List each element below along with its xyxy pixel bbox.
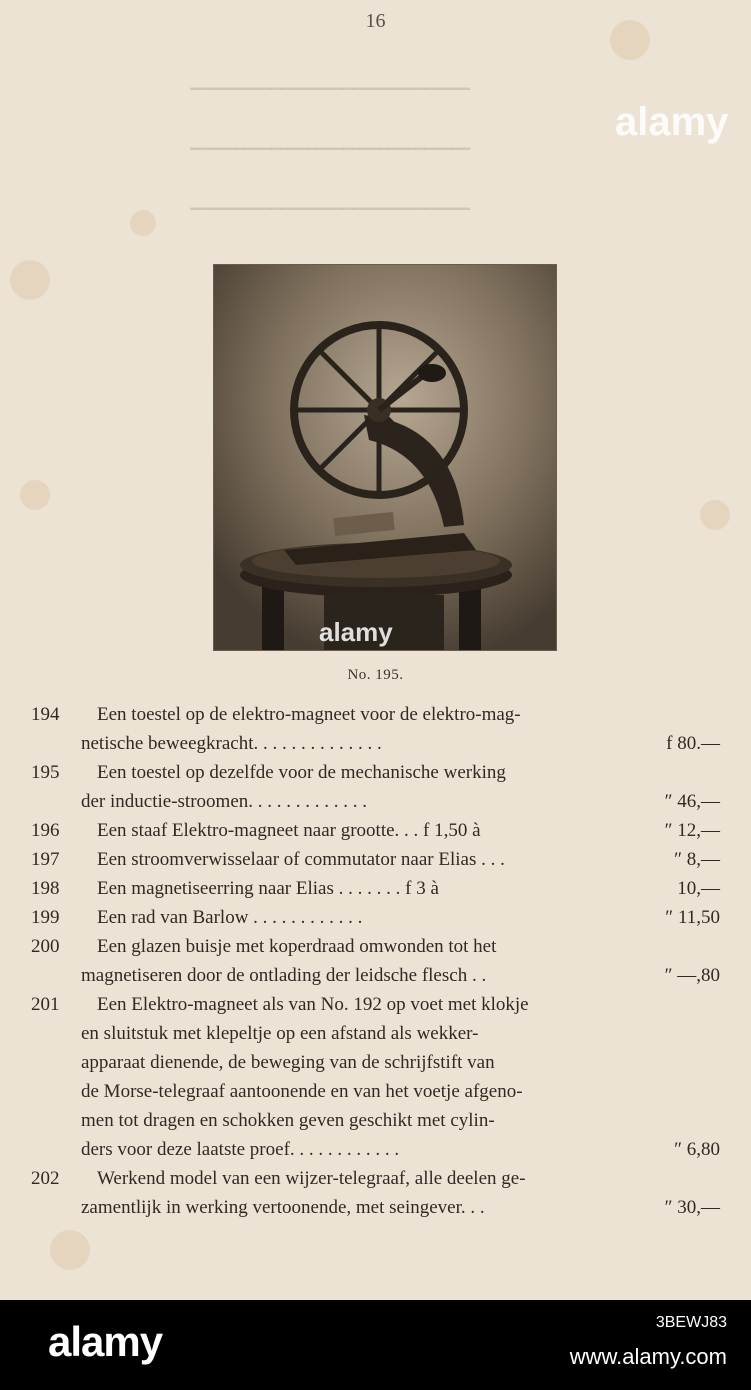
entry-text-line: netische beweegkracht. . . . . . . . . . . . . . (81, 733, 382, 754)
bleed-through-text: ━━━━━━━━━━━━━━━━━━━━━━━━━━━━━━━ (190, 82, 470, 98)
alamy-logo: alamy (48, 1318, 163, 1365)
apparatus-photograph (214, 265, 556, 650)
entry-price: ″ 12,— (664, 820, 720, 841)
entry-number: 195 (31, 762, 60, 783)
entry-text-line: der inductie-stroomen. . . . . . . . . . . . . (81, 791, 368, 812)
foxing-stain (700, 500, 730, 530)
entry-text-line: magnetiseren door de ontlading der leidsche flesch . . (81, 965, 487, 986)
entry-number: 196 (31, 820, 60, 841)
entry-text-line: Een glazen buisje met koperdraad omwonden tot het (97, 936, 497, 957)
entry-text-line: ders voor deze laatste proef. . . . . . . . . . . . (81, 1139, 400, 1160)
entry-text-line: Een toestel op de elektro-magneet voor de elektro-mag- (97, 704, 521, 725)
image-id: 3BEWJ83 (655, 1314, 727, 1331)
entry-price: ″ 6,80 (674, 1139, 720, 1160)
entry-price: ″ 8,— (674, 849, 720, 870)
entry-price: ″ 46,— (664, 791, 720, 812)
watermark-text: alamy (615, 100, 729, 144)
entry-text-line: Een stroomverwisselaar of commutator naar Elias . . . (97, 849, 505, 870)
entry-text-line: zamentlijk in werking vertoonende, met seingever. . . (81, 1197, 485, 1218)
entry-text-line: Een toestel op dezelfde voor de mechanische werking (97, 762, 506, 783)
entry-price: ″ 11,50 (665, 907, 720, 928)
bleed-through-text: ━━━━━━━━━━━━━━━━━━━━━━━━━━━━━━━ (190, 142, 470, 158)
foxing-stain (20, 480, 50, 510)
entry-number: 202 (31, 1168, 60, 1189)
entry-number: 201 (31, 994, 60, 1015)
page-number: 16 (365, 10, 386, 32)
entry-text-line: en sluitstuk met klepeltje op een afstand als wekker- (81, 1023, 479, 1044)
entry-price: 10,— (677, 878, 720, 899)
foxing-stain (10, 260, 50, 300)
entry-number: 194 (31, 704, 60, 725)
entry-text-line: apparaat dienende, de beweging van de schrijfstift van (81, 1052, 495, 1073)
stock-photo-footer (0, 1300, 751, 1390)
entry-text-line: Een Elektro-magneet als van No. 192 op voet met klokje (97, 994, 529, 1015)
watermark-text: alamy (319, 617, 393, 647)
entry-number: 197 (31, 849, 60, 870)
entry-number: 198 (31, 878, 60, 899)
entry-text-line: de Morse-telegraaf aantoonende en van het voetje afgeno- (81, 1081, 523, 1102)
figure-caption: No. 195. (347, 667, 404, 683)
foxing-stain (50, 1230, 90, 1270)
entry-text-line: men tot dragen en schokken geven geschikt met cylin- (81, 1110, 495, 1131)
entry-text-line: Een staaf Elektro-magneet naar grootte. . . f 1,50 à (97, 820, 481, 841)
entry-text-line: Een rad van Barlow . . . . . . . . . . . . (97, 907, 363, 928)
entry-text-line: Werkend model van een wijzer-telegraaf, alle deelen ge- (97, 1168, 526, 1189)
entry-price: ″ —,80 (664, 965, 720, 986)
entry-text-line: Een magnetiseerring naar Elias . . . . . . . f 3 à (97, 878, 439, 899)
entry-number: 199 (31, 907, 60, 928)
bleed-through-text: ━━━━━━━━━━━━━━━━━━━━━━━━━━━━━━━ (190, 202, 470, 218)
site-url[interactable]: www.alamy.com (569, 1344, 727, 1369)
entry-price: f 80.— (666, 733, 720, 754)
apparatus-illustration (214, 265, 556, 650)
entry-price: ″ 30,— (664, 1197, 720, 1218)
foxing-stain (130, 210, 156, 236)
entry-number: 200 (31, 936, 60, 957)
